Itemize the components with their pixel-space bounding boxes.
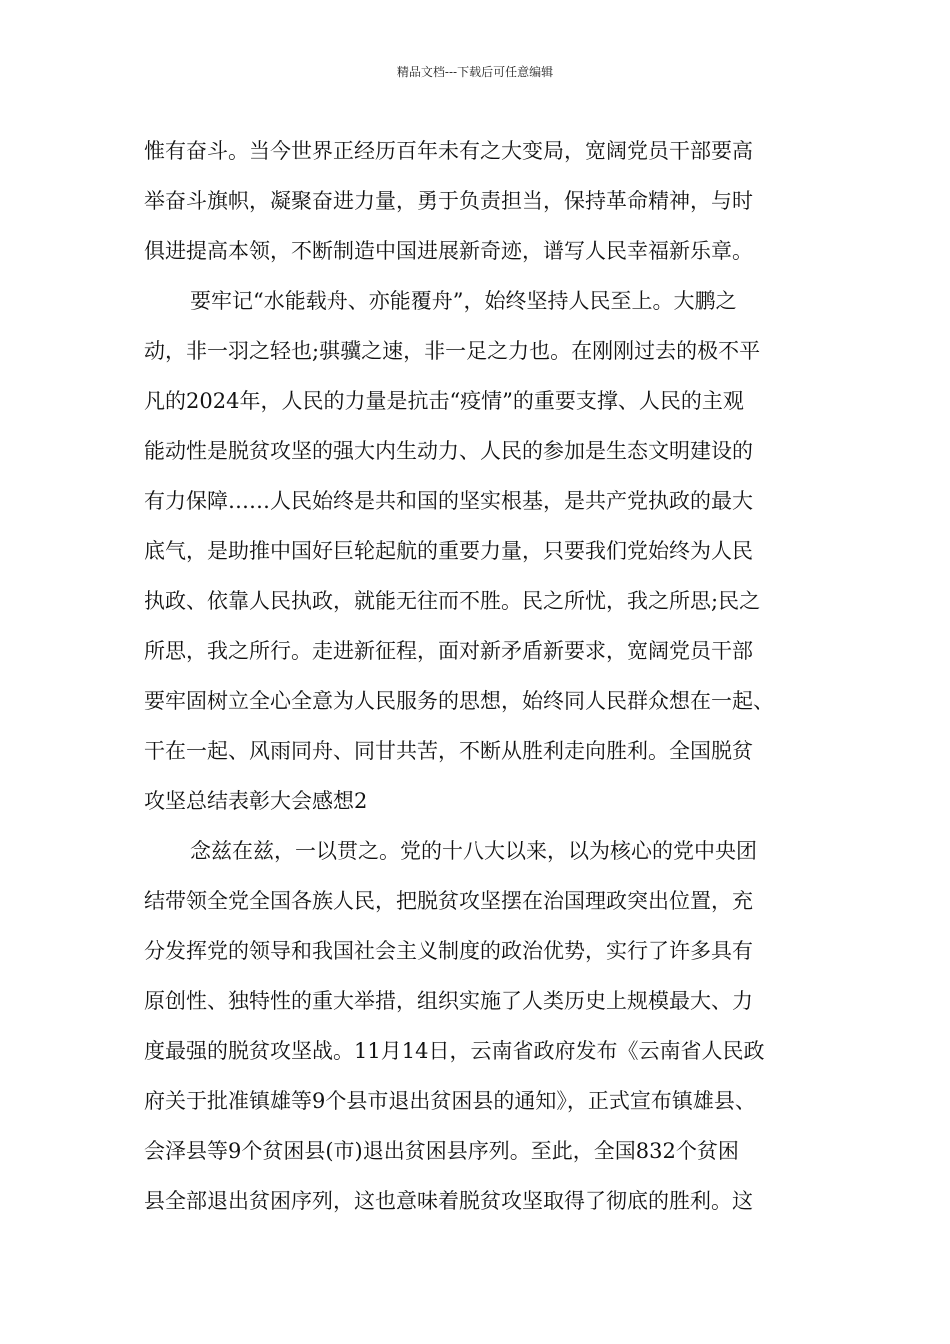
text-line: 分发挥党的领导和我国社会主义制度的政治优势，实行了许多具有 bbox=[144, 939, 753, 963]
text-line: 攻坚总结表彰大会感想2 bbox=[144, 789, 368, 813]
text-line: 要牢固树立全心全意为人民服务的思想，始终同人民群众想在一起、 bbox=[144, 689, 774, 713]
text-line: 举奋斗旗帜，凝聚奋进力量，勇于负责担当，保持革命精神，与时 bbox=[144, 189, 753, 213]
text-line: 结带领全党全国各族人民，把脱贫攻坚摆在治国理政突出位置，充 bbox=[144, 889, 753, 913]
page-header: 精品文档---下载后可任意编辑 bbox=[396, 65, 554, 79]
text-line: 动，非一羽之轻也;骐骥之速，非一足之力也。在刚刚过去的极不平 bbox=[144, 339, 761, 363]
paragraph-start-line: 念兹在兹，一以贯之。党的十八大以来，以为核心的党中央团 bbox=[190, 839, 757, 863]
text-line: 所思，我之所行。走进新征程，面对新矛盾新要求，宽阔党员干部 bbox=[144, 639, 753, 663]
text-line: 度最强的脱贫攻坚战。11月14日，云南省政府发布《云南省人民政 bbox=[144, 1039, 765, 1063]
text-line: 惟有奋斗。当今世界正经历百年未有之大变局，宽阔党员干部要高 bbox=[144, 139, 753, 163]
text-line: 县全部退出贫困序列，这也意味着脱贫攻坚取得了彻底的胜利。这 bbox=[144, 1189, 753, 1213]
paragraph-start-line: 要牢记“水能载舟、亦能覆舟”，始终坚持人民至上。大鹏之 bbox=[190, 289, 737, 313]
text-line: 俱进提高本领，不断制造中国进展新奇迹，谱写人民幸福新乐章。 bbox=[144, 239, 753, 263]
text-line: 原创性、独特性的重大举措，组织实施了人类历史上规模最大、力 bbox=[144, 989, 753, 1013]
text-line: 执政、依靠人民执政，就能无往而不胜。民之所忧，我之所思;民之 bbox=[144, 589, 761, 613]
text-line: 府关于批准镇雄等9个县市退出贫困县的通知》，正式宣布镇雄县、 bbox=[144, 1089, 756, 1113]
text-line: 会泽县等9个贫困县(市)退出贫困县序列。至此，全国832个贫困 bbox=[144, 1139, 739, 1163]
text-line: 凡的2024年，人民的力量是抗击“疫情”的重要支撑、人民的主观 bbox=[144, 389, 744, 413]
text-line: 底气，是助推中国好巨轮起航的重要力量，只要我们党始终为人民 bbox=[144, 539, 753, 563]
text-line: 能动性是脱贫攻坚的强大内生动力、人民的参加是生态文明建设的 bbox=[144, 439, 753, 463]
text-line: 有力保障……人民始终是共和国的坚实根基，是共产党执政的最大 bbox=[144, 489, 753, 513]
text-line: 干在一起、风雨同舟、同甘共苦，不断从胜利走向胜利。全国脱贫 bbox=[144, 739, 753, 763]
